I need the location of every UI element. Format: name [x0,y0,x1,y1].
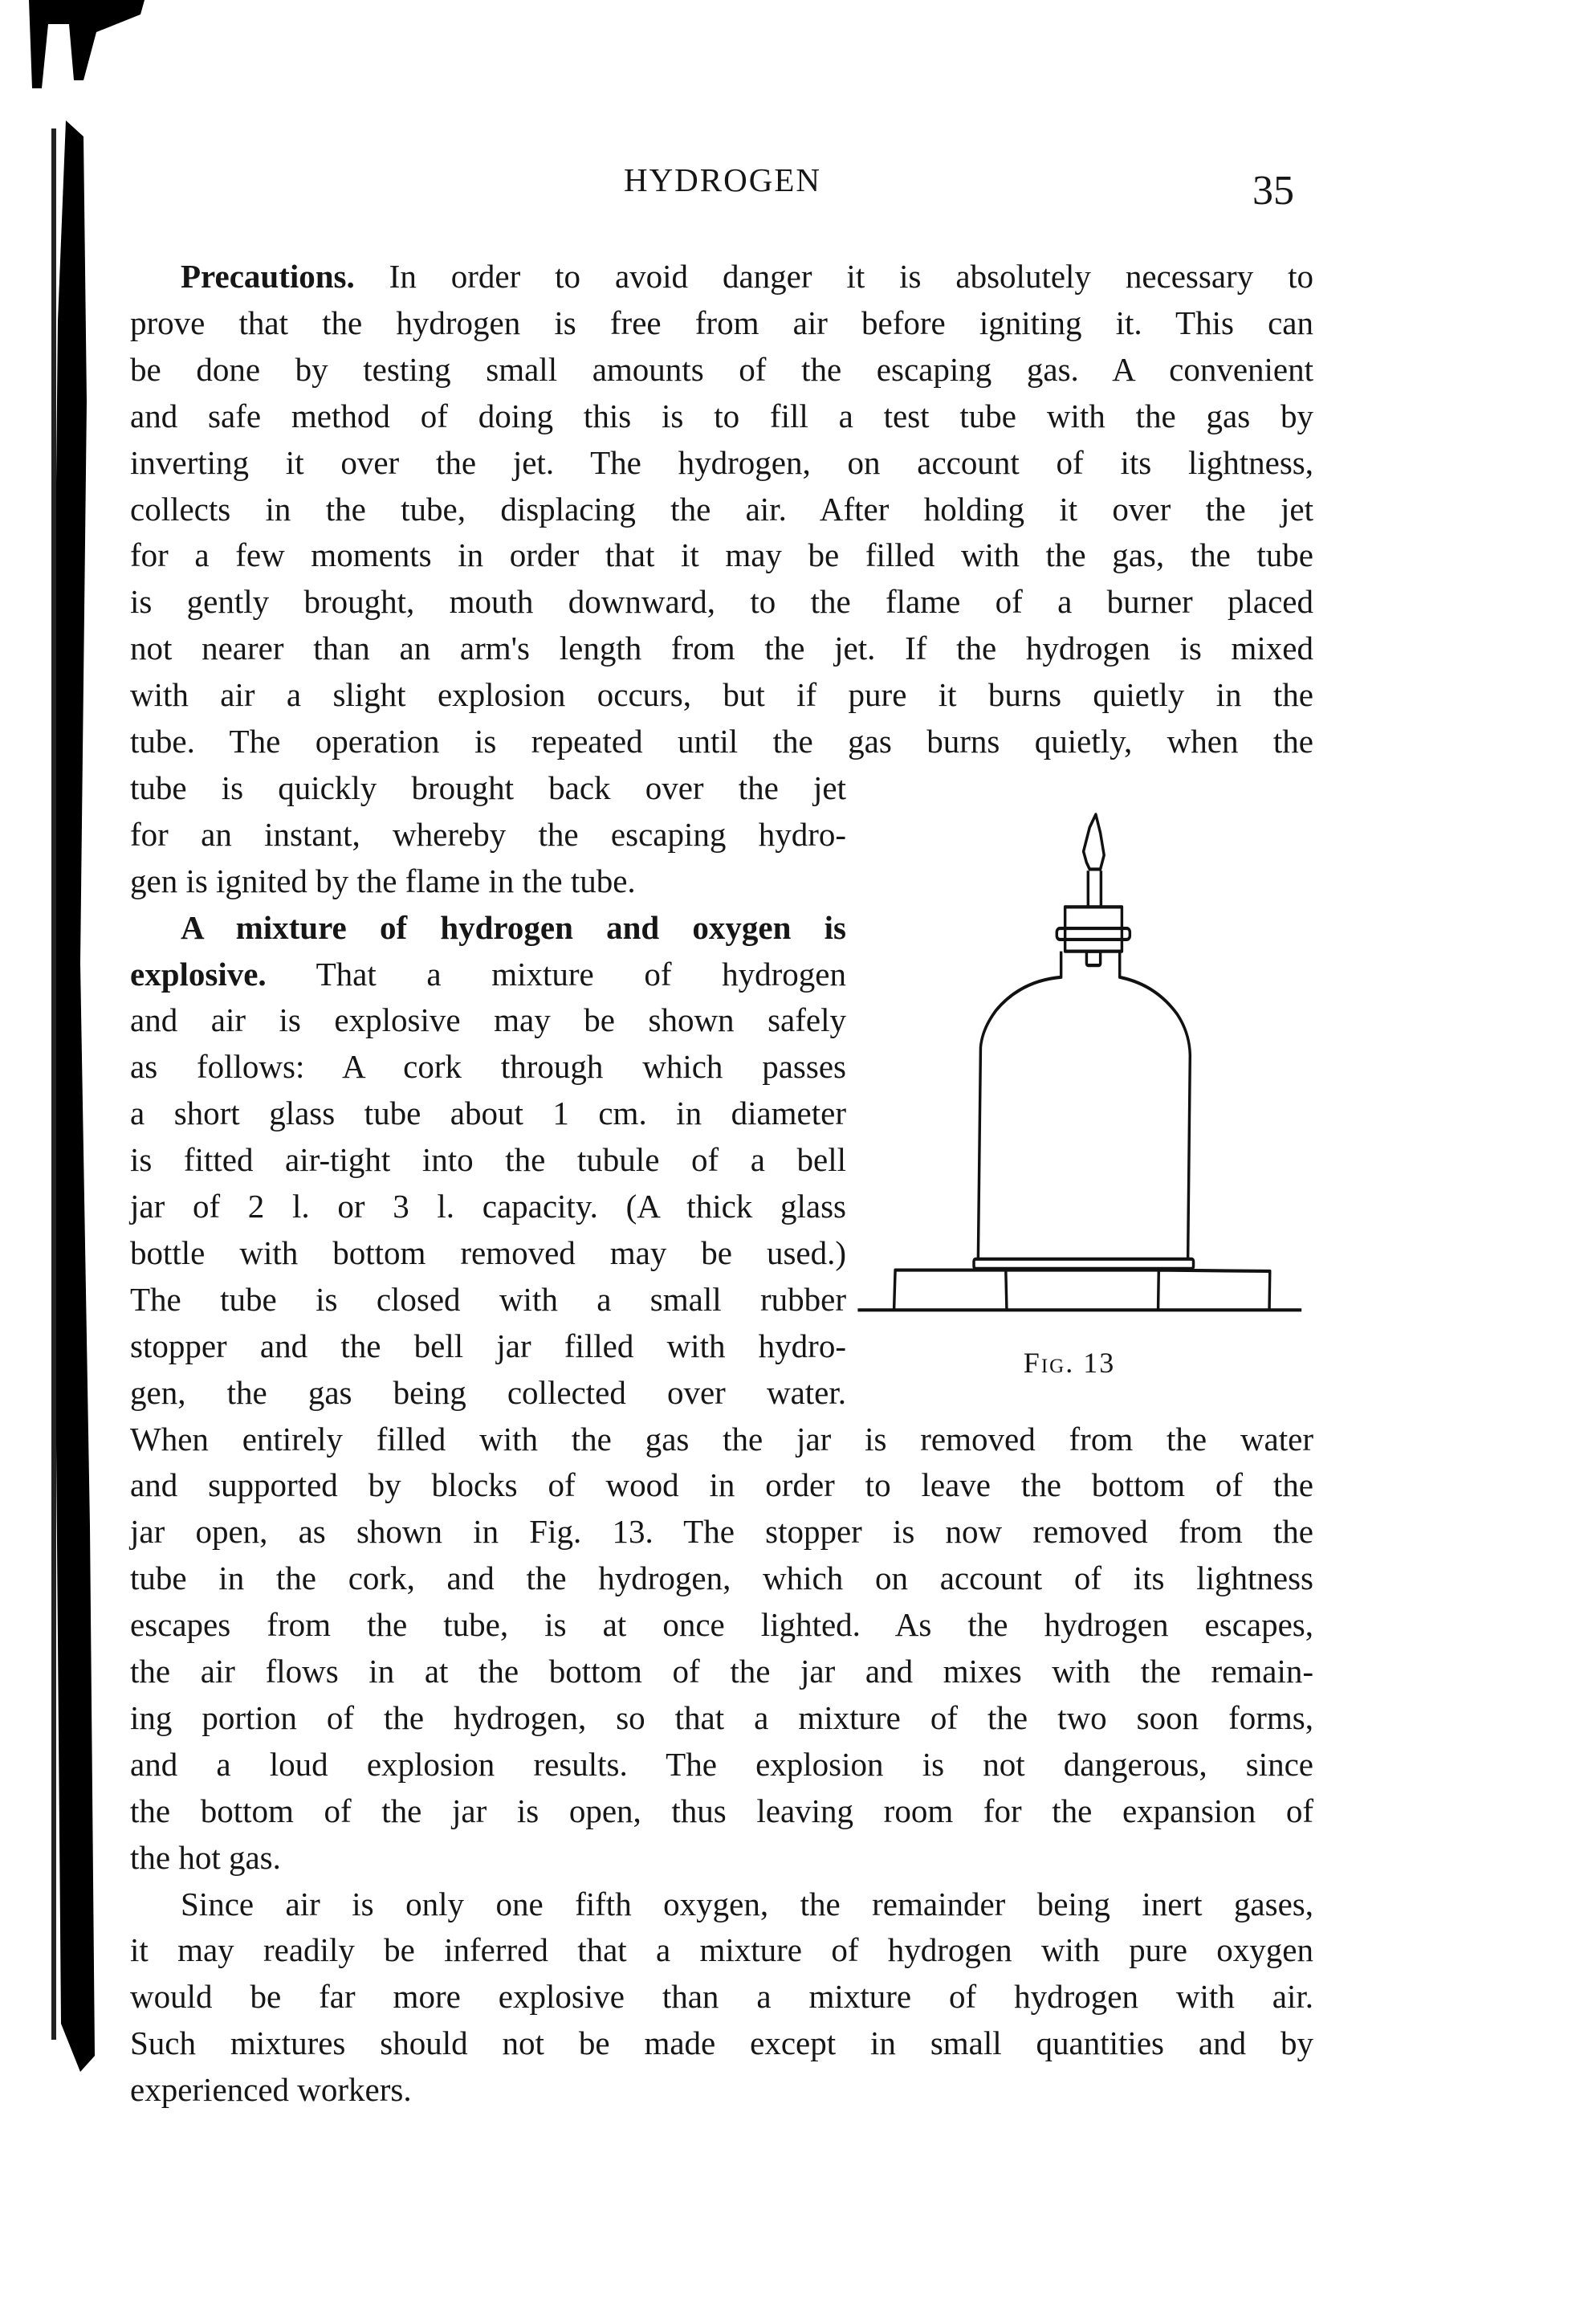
glass-tube [1088,870,1101,906]
text-line [130,578,1313,625]
wood-blocks [894,1270,1270,1311]
text-line-content: Since air is only one fifth oxygen, the remainder being inert gases, [181,1885,1313,1922]
text-line-content: for an instant, whereby the escaping hydro- [130,815,846,853]
text-line [130,951,846,997]
text-line [130,486,1313,532]
text-line-content: for a few moments in order that it may be filled with the gas, the tube [130,536,1313,574]
text-line [130,1369,846,1416]
text-line-content: would be far more explosive than a mixture of hydrogen with air. [130,1978,1313,2016]
text-line [130,1834,1313,1881]
bold-run-in-heading: A mixture of hydrogen and oxygen is [181,908,846,946]
text-line [130,1508,1313,1555]
text-line-content: tube. The operation is repeated until the gas burns quietly, when the [130,723,1313,760]
text-line [130,1741,1313,1788]
text-line [130,1973,1313,2020]
text-line-content: tube is quickly brought back over the jet [130,769,846,806]
text-line [130,671,1313,718]
text-line [130,1323,846,1369]
text-line-content: and safe method of doing this is to fill a test tube with the gas by [130,397,1313,434]
text-line-content: Such mixtures should not be made except in small quantities and by [130,2024,1313,2062]
text-line-content: The tube is closed with a small rubber [130,1280,846,1318]
text-line [130,439,1313,486]
text-line [130,997,846,1043]
text-line [181,1881,1313,1927]
figure-caption: Fig. 13 [1023,1347,1116,1379]
text-line [181,253,1313,300]
text-line-content: bottle with bottom removed may be used.) [130,1233,846,1271]
text-line-content: gen is ignited by the flame in the tube. [130,862,636,899]
text-line [130,393,1313,439]
text-line-content: and a loud explosion results. The explosion is not dangerous, since [130,1745,1313,1783]
text-line [130,2020,1313,2066]
text-line-content: the hot gas. [130,1838,281,1876]
text-line-content: be done by testing small amounts of the escaping gas. A convenient [130,350,1313,388]
text-line [130,1788,1313,1834]
text-line [130,1183,846,1229]
text-line [130,1648,1313,1694]
text-line-content: the air flows in at the bottom of the jar and mixes with the remain- [130,1653,1313,1690]
text-line [130,1926,1313,1973]
text-line-content: collects in the tube, displacing the air. After holding it over the jet [130,490,1313,528]
text-line [130,1136,846,1183]
text-line [130,764,846,811]
text-line-content: and supported by blocks of wood in order to leave the bottom of the [130,1466,1313,1504]
text-line-content: That a mixture of hydrogen [266,955,846,993]
text-line-content: stopper and the bell jar filled with hydro- [130,1327,846,1364]
text-line-content: it may readily be inferred that a mixture of hydrogen with pure oxygen [130,1931,1313,1969]
text-line-content: prove that the hydrogen is free from air before igniting it. This can [130,304,1313,341]
text-line [130,1276,846,1323]
text-line [130,858,846,904]
bold-run-in-heading: Precautions. [181,258,355,295]
text-line-content: experienced workers. [130,2071,412,2109]
text-line [130,532,1313,578]
text-line [130,718,1313,764]
text-line [130,625,1313,671]
text-line [130,346,1313,393]
running-header: HYDROGEN [623,161,822,198]
flame-icon [1084,814,1105,869]
text-line [130,1043,846,1090]
text-line [130,811,846,858]
text-line [130,1601,1313,1648]
text-line [130,2066,1313,2113]
text-line [130,1229,846,1276]
text-line-content: ing portion of the hydrogen, so that a mixture of the two soon forms, [130,1698,1313,1736]
text-line [130,1694,1313,1741]
text-line [130,1555,1313,1601]
text-line [130,1416,1313,1462]
text-line-content: jar of 2 l. or 3 l. capacity. (A thick glass [130,1188,846,1225]
text-line-content: as follows: A cork through which passes [130,1048,846,1086]
text-line [130,300,1313,346]
page-number: 35 [1252,168,1294,214]
text-line-content: and air is explosive may be shown safely [130,1001,846,1039]
text-line-content: a short glass tube about 1 cm. in diameter [130,1095,846,1132]
text-line-content: the bottom of the jar is open, thus leaving room for the expansion of [130,1792,1313,1829]
text-line-content: is gently brought, mouth downward, to the flame of a burner placed [130,583,1313,621]
text-line-content: gen, the gas being collected over water. [130,1373,846,1411]
text-line-content: inverting it over the jet. The hydrogen, on account of its lightness, [130,443,1313,481]
tubule-ring [1057,928,1130,940]
text-line [181,904,846,951]
text-line-content: In order to avoid danger it is absolutely necessary to [354,258,1313,295]
text-line-content: not nearer than an arm's length from the jet. If the hydrogen is mixed [130,630,1313,667]
text-line-content: tube in the cork, and the hydrogen, which on account of its lightness [130,1560,1313,1597]
text-line-content: When entirely filled with the gas the jar is removed from the water [130,1420,1313,1458]
text-line [130,1090,846,1136]
text-line-content: with air a slight explosion occurs, but if pure it burns quietly in the [130,676,1313,714]
bell-jar-figure [830,789,1305,1351]
bold-run-in-heading: explosive. [130,955,267,993]
text-line-content: jar open, as shown in Fig. 13. The stopper is now removed from the [130,1513,1313,1551]
text-line-content: escapes from the tube, is at once lighted. As the hydrogen escapes, [130,1606,1313,1644]
text-line [130,1462,1313,1508]
text-line-content: is fitted air-tight into the tubule of a bell [130,1141,846,1179]
bell-jar [978,952,1190,1258]
